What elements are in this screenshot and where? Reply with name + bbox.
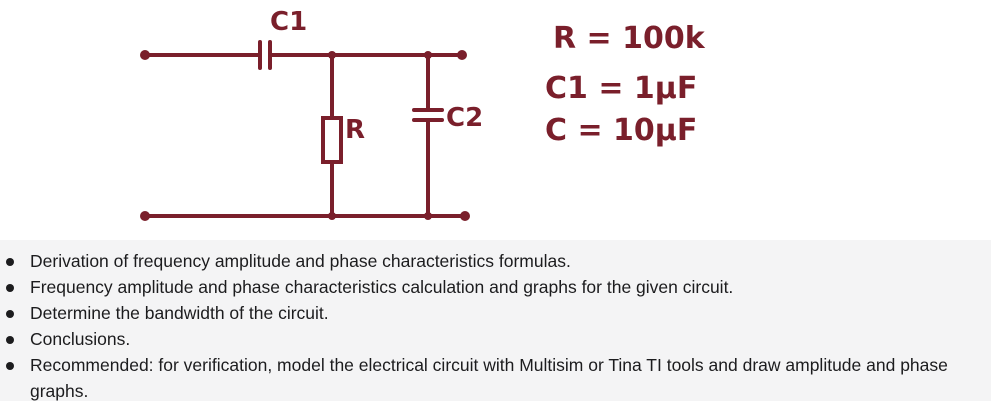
value-c1: C1 = 1μF <box>545 71 698 106</box>
junction-top-r <box>328 51 336 59</box>
bullet-icon <box>6 258 14 266</box>
terminal-in-top <box>140 50 150 60</box>
label-c2: C2 <box>446 103 484 133</box>
bullet-icon <box>6 310 14 318</box>
task-item <box>0 248 991 274</box>
task-item <box>0 274 991 300</box>
resistor-body <box>323 118 341 162</box>
task-text: Recommended: for verification, model the electrical circuit with Multisim or Tina TI tools and draw amplitude and phase graphs. <box>30 355 948 401</box>
terminal-out-top <box>457 50 467 60</box>
label-resistor: R <box>345 115 366 145</box>
bullet-icon <box>6 362 14 370</box>
task-text: Determine the bandwidth of the circuit. <box>30 303 329 323</box>
bullet-icon <box>6 284 14 292</box>
junction-bottom-c2 <box>424 212 432 220</box>
task-item <box>0 326 991 352</box>
bullet-icon <box>6 336 14 344</box>
task-text: Derivation of frequency amplitude and phase characteristics formulas. <box>30 251 571 271</box>
task-text: Conclusions. <box>30 329 131 349</box>
junction-bottom-r <box>328 212 336 220</box>
task-panel <box>0 240 991 401</box>
value-r: R = 100k <box>553 21 705 56</box>
label-c1: C1 <box>270 7 308 37</box>
terminal-in-bottom <box>140 211 150 221</box>
task-item <box>0 300 991 326</box>
value-c: C = 10μF <box>545 113 698 148</box>
terminal-out-bottom <box>460 211 470 221</box>
junction-top-c2 <box>424 51 432 59</box>
task-item <box>0 352 991 404</box>
task-text: Frequency amplitude and phase characteristics calculation and graphs for the given circuit. <box>30 277 734 297</box>
task-list <box>0 240 991 404</box>
